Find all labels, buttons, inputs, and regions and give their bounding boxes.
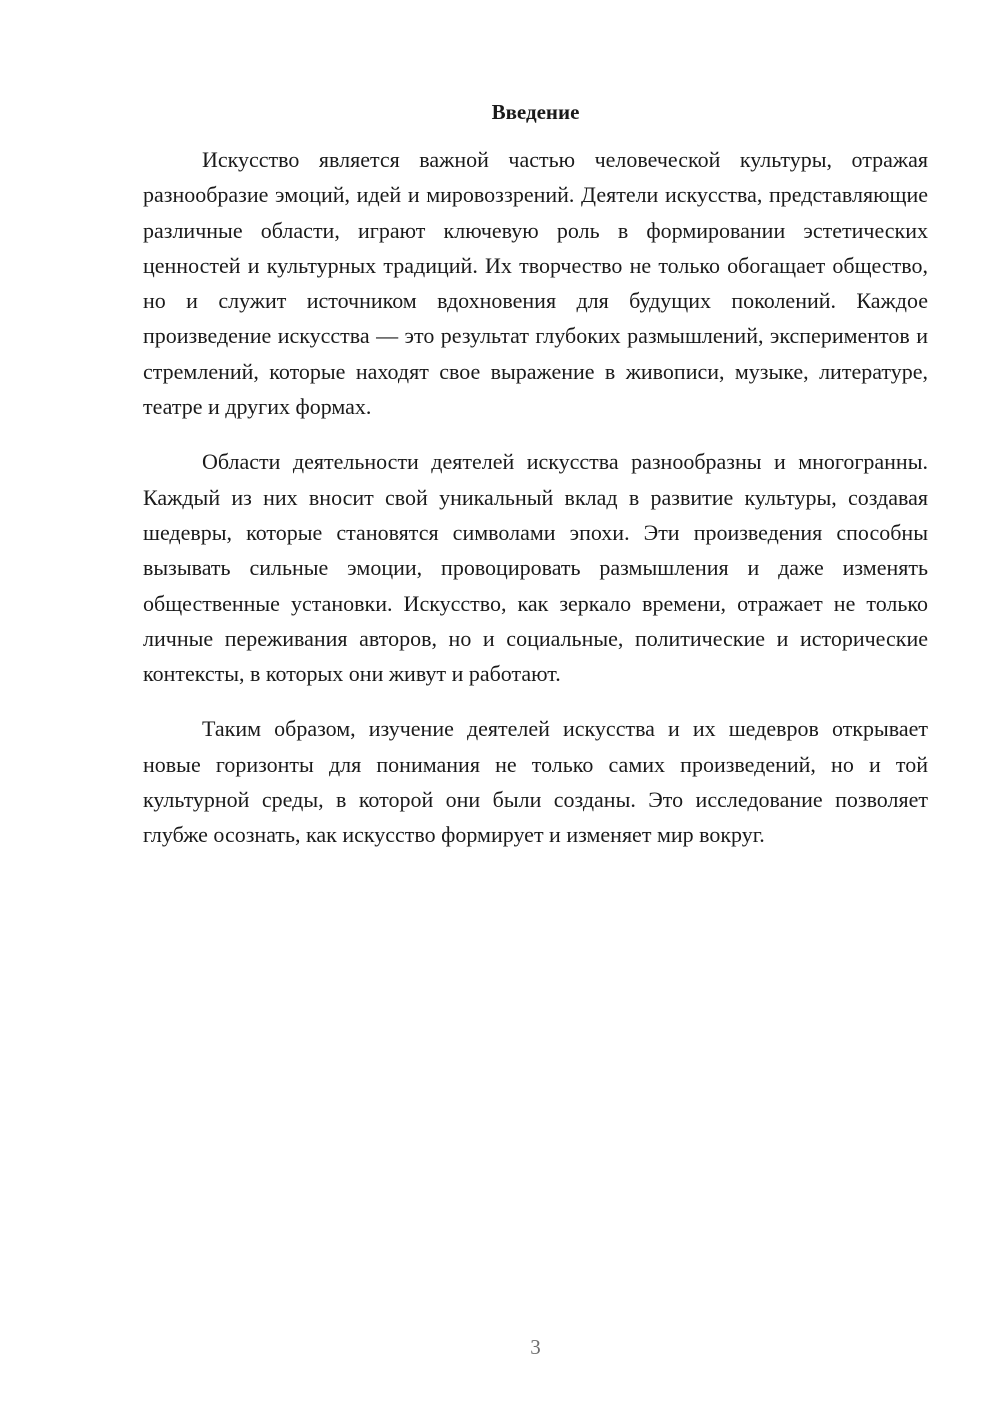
paragraph-2: Области деятельности деятелей искусства разнообразны и многогранны. Каждый из них вносит свой уникальный вклад в развитие культуры, создавая шедевры, которые становятся символами эпохи. Эти произведения способны вызывать сильные эмоции, провоцировать размышления и даже изменять общественные установки. Искусство, как зеркало времени, отражает не только личные переживания авторов, но и социальные, политические и исторические контексты, в которых они живут и работают.: [143, 449, 928, 687]
paragraph-1: Искусство является важной частью человеческой культуры, отражая разнообразие эмоций, идей и мировоззрений. Деятели искусства, представляющие различные области, играют ключевую роль в формировании эстетических ценностей и культурных традиций. Их творчество не только обогащает общество, но и служит источником вдохновения для будущих поколений. Каждое произведение искусства — это результат глубоких размышлений, экспериментов и стремлений, которые находят свое выражение в живописи, музыке, литературе, театре и других формах.: [143, 147, 928, 420]
body-text: [143, 142, 928, 873]
paragraph-3: Таким образом, изучение деятелей искусства и их шедевров открывает новые горизонты для понимания не только самих произведений, но и той культурной среды, в которой они были созданы. Это исследование позволяет глубже осознать, как искусство формирует и изменяет мир вокруг.: [143, 716, 928, 848]
page-number: 3: [530, 1335, 541, 1359]
section-heading: Введение: [491, 100, 580, 124]
